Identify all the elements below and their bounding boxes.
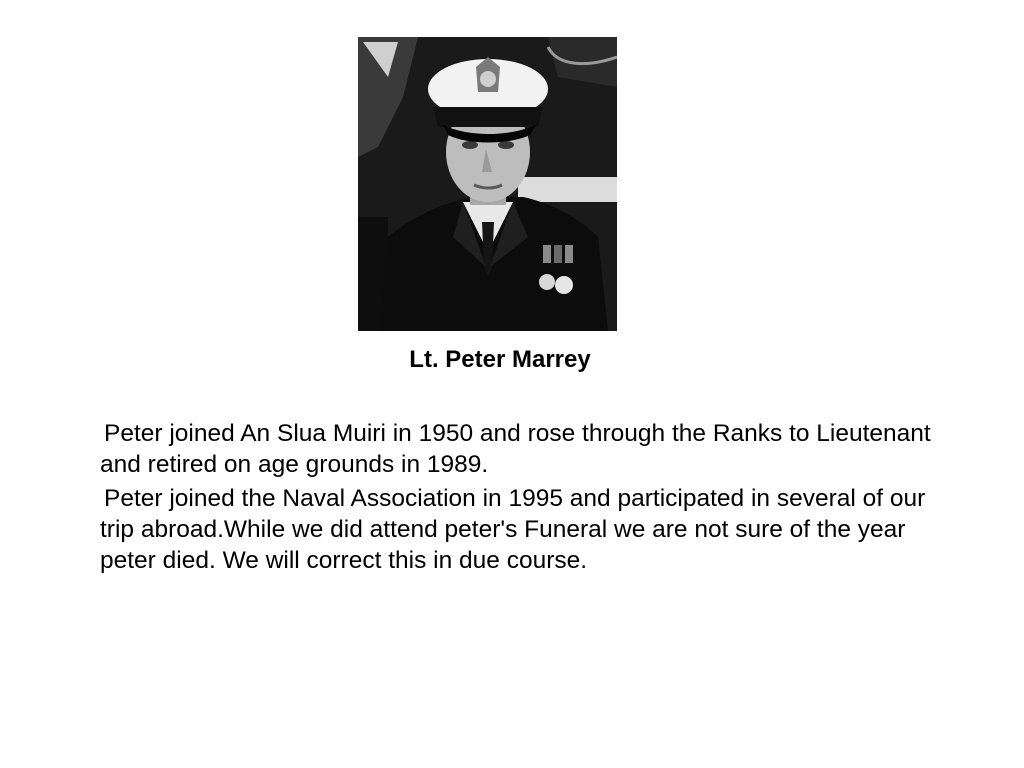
- biography-paragraph: Peter joined An Slua Muiri in 1950 and rose through the Ranks to Lieutenant and retired on age grounds in 1989.: [100, 420, 931, 478]
- biography-text: [100, 418, 940, 579]
- biography-paragraph: Peter joined the Naval Association in 1995 and participated in several of our trip abroad.While we did attend peter's Funeral we are not sure of the year peter died. We will correct this in due course.: [100, 485, 926, 574]
- portrait-photo: [358, 37, 617, 331]
- officer-portrait-image: [358, 37, 617, 331]
- portrait-caption: Lt. Peter Marrey: [409, 346, 591, 373]
